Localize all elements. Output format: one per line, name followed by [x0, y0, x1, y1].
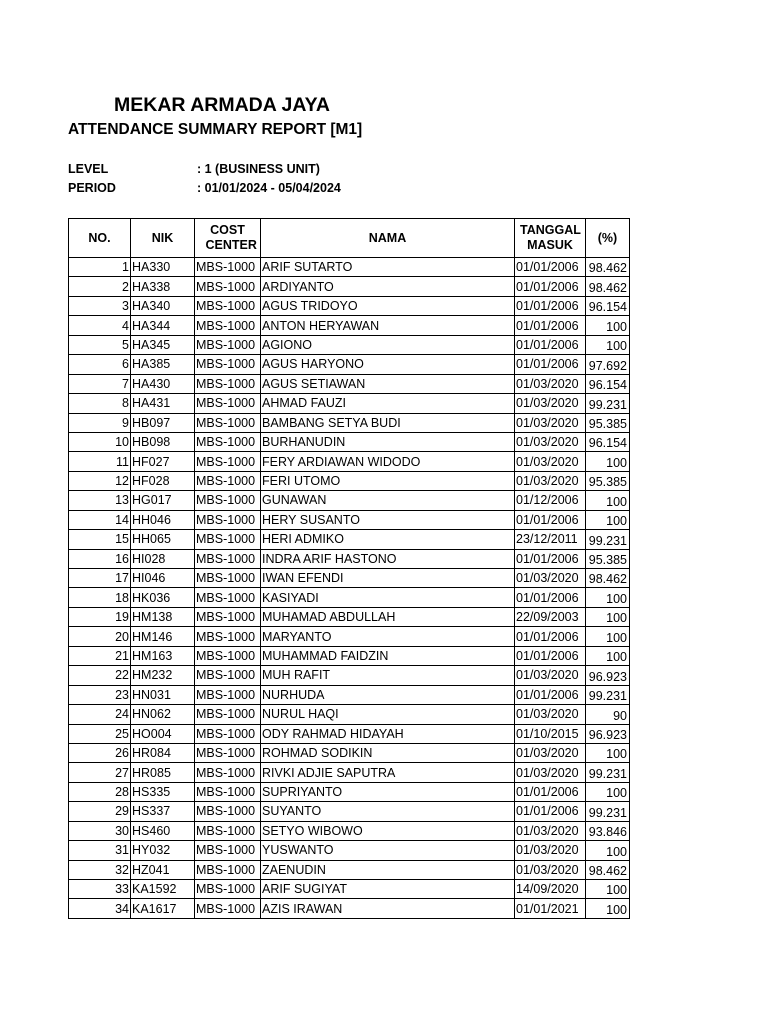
period-label: PERIOD	[68, 181, 116, 195]
row-nama: KASIYADI	[261, 588, 515, 607]
row-number: 3	[69, 296, 131, 315]
row-nama: AHMAD FAUZI	[261, 394, 515, 413]
row-tanggal-masuk: 01/01/2006	[515, 335, 586, 354]
table-row	[69, 335, 630, 354]
row-percent: 95.385	[586, 413, 630, 432]
table-row	[69, 510, 630, 529]
table-row	[69, 743, 630, 762]
table-row	[69, 627, 630, 646]
row-tanggal-masuk: 01/03/2020	[515, 471, 586, 490]
row-nik: HM146	[131, 627, 195, 646]
row-number: 9	[69, 413, 131, 432]
row-percent: 100	[586, 452, 630, 471]
row-number: 34	[69, 899, 131, 918]
row-tanggal-masuk: 23/12/2011	[515, 530, 586, 549]
row-nama: NURHUDA	[261, 685, 515, 704]
row-number: 22	[69, 666, 131, 685]
table-row	[69, 880, 630, 899]
row-number: 26	[69, 743, 131, 762]
row-percent: 99.231	[586, 763, 630, 782]
row-nama: GUNAWAN	[261, 491, 515, 510]
row-nama: ARIF SUGIYAT	[261, 880, 515, 899]
row-percent: 96.154	[586, 374, 630, 393]
row-nik: HF027	[131, 452, 195, 471]
row-tanggal-masuk: 01/03/2020	[515, 821, 586, 840]
table-row	[69, 549, 630, 568]
table-row	[69, 802, 630, 821]
row-number: 11	[69, 452, 131, 471]
row-percent: 98.462	[586, 569, 630, 588]
row-cost-center: MBS-1000	[195, 530, 261, 549]
row-percent: 96.154	[586, 296, 630, 315]
row-percent: 100	[586, 588, 630, 607]
row-percent: 99.231	[586, 802, 630, 821]
row-percent: 100	[586, 335, 630, 354]
table-row	[69, 471, 630, 490]
row-nama: AZIS IRAWAN	[261, 899, 515, 918]
row-nik: HK036	[131, 588, 195, 607]
row-tanggal-masuk: 01/03/2020	[515, 452, 586, 471]
row-percent: 93.846	[586, 821, 630, 840]
row-nik: HA345	[131, 335, 195, 354]
table-row	[69, 296, 630, 315]
row-percent: 90	[586, 705, 630, 724]
table-row	[69, 821, 630, 840]
row-tanggal-masuk: 01/01/2006	[515, 802, 586, 821]
table-row	[69, 899, 630, 918]
row-tanggal-masuk: 01/03/2020	[515, 666, 586, 685]
row-tanggal-masuk: 01/01/2006	[515, 627, 586, 646]
row-nama: AGUS SETIAWAN	[261, 374, 515, 393]
row-nik: HN062	[131, 705, 195, 724]
row-nik: HI028	[131, 549, 195, 568]
row-nik: HA330	[131, 258, 195, 277]
row-number: 18	[69, 588, 131, 607]
row-tanggal-masuk: 01/01/2006	[515, 510, 586, 529]
row-cost-center: MBS-1000	[195, 374, 261, 393]
table-header	[69, 219, 630, 258]
row-cost-center: MBS-1000	[195, 627, 261, 646]
table-row	[69, 374, 630, 393]
header-row	[69, 219, 630, 258]
row-nik: HA340	[131, 296, 195, 315]
row-number: 33	[69, 880, 131, 899]
table-row	[69, 394, 630, 413]
row-nik: HH065	[131, 530, 195, 549]
row-percent: 100	[586, 646, 630, 665]
row-tanggal-masuk: 01/03/2020	[515, 743, 586, 762]
column-header-percent: (%)	[586, 219, 630, 258]
row-tanggal-masuk: 01/01/2021	[515, 899, 586, 918]
row-percent: 98.462	[586, 860, 630, 879]
row-tanggal-masuk: 01/01/2006	[515, 277, 586, 296]
row-cost-center: MBS-1000	[195, 335, 261, 354]
row-nik: HM163	[131, 646, 195, 665]
row-tanggal-masuk: 01/01/2006	[515, 316, 586, 335]
row-tanggal-masuk: 01/03/2020	[515, 705, 586, 724]
row-number: 8	[69, 394, 131, 413]
row-number: 20	[69, 627, 131, 646]
row-cost-center: MBS-1000	[195, 880, 261, 899]
row-number: 2	[69, 277, 131, 296]
row-nik: HZ041	[131, 860, 195, 879]
row-nik: HA431	[131, 394, 195, 413]
table-row	[69, 666, 630, 685]
cost-center-header-text: COST CENTER	[205, 223, 257, 252]
row-nik: KA1592	[131, 880, 195, 899]
row-number: 7	[69, 374, 131, 393]
row-nik: HS337	[131, 802, 195, 821]
row-number: 23	[69, 685, 131, 704]
table-row	[69, 646, 630, 665]
row-cost-center: MBS-1000	[195, 471, 261, 490]
row-cost-center: MBS-1000	[195, 763, 261, 782]
row-number: 25	[69, 724, 131, 743]
row-number: 12	[69, 471, 131, 490]
row-percent: 100	[586, 607, 630, 626]
row-cost-center: MBS-1000	[195, 646, 261, 665]
row-nik: HR084	[131, 743, 195, 762]
row-percent: 98.462	[586, 258, 630, 277]
row-nik: HG017	[131, 491, 195, 510]
table-row	[69, 413, 630, 432]
row-nama: YUSWANTO	[261, 841, 515, 860]
tanggal-masuk-header-text: TANGGAL MASUK	[520, 223, 581, 252]
table-row	[69, 432, 630, 451]
row-number: 32	[69, 860, 131, 879]
row-cost-center: MBS-1000	[195, 413, 261, 432]
table-row	[69, 782, 630, 801]
row-percent: 97.692	[586, 355, 630, 374]
row-cost-center: MBS-1000	[195, 491, 261, 510]
row-nama: MUHAMMAD FAIDZIN	[261, 646, 515, 665]
row-tanggal-masuk: 01/03/2020	[515, 394, 586, 413]
column-header-no: NO.	[69, 219, 131, 258]
column-header-nama: NAMA	[261, 219, 515, 258]
row-nama: BURHANUDIN	[261, 432, 515, 451]
row-percent: 96.154	[586, 432, 630, 451]
table-row	[69, 530, 630, 549]
attendance-table	[68, 218, 630, 919]
row-tanggal-masuk: 01/01/2006	[515, 355, 586, 374]
row-nik: HS335	[131, 782, 195, 801]
row-nik: HA430	[131, 374, 195, 393]
row-cost-center: MBS-1000	[195, 549, 261, 568]
row-nama: MUH RAFIT	[261, 666, 515, 685]
company-name: MEKAR ARMADA JAYA	[114, 94, 330, 116]
row-number: 4	[69, 316, 131, 335]
table-row	[69, 452, 630, 471]
row-number: 29	[69, 802, 131, 821]
row-nama: ZAENUDIN	[261, 860, 515, 879]
row-percent: 100	[586, 491, 630, 510]
row-number: 10	[69, 432, 131, 451]
row-nama: RIVKI ADJIE SAPUTRA	[261, 763, 515, 782]
row-tanggal-masuk: 01/01/2006	[515, 646, 586, 665]
row-cost-center: MBS-1000	[195, 569, 261, 588]
row-nama: FERY ARDIAWAN WIDODO	[261, 452, 515, 471]
row-nama: ROHMAD SODIKIN	[261, 743, 515, 762]
row-cost-center: MBS-1000	[195, 296, 261, 315]
row-tanggal-masuk: 01/01/2006	[515, 549, 586, 568]
row-nama: BAMBANG SETYA BUDI	[261, 413, 515, 432]
row-tanggal-masuk: 01/01/2006	[515, 588, 586, 607]
row-cost-center: MBS-1000	[195, 841, 261, 860]
row-percent: 100	[586, 880, 630, 899]
row-tanggal-masuk: 01/01/2006	[515, 296, 586, 315]
table-row	[69, 316, 630, 335]
row-number: 1	[69, 258, 131, 277]
row-tanggal-masuk: 01/10/2015	[515, 724, 586, 743]
row-nama: MARYANTO	[261, 627, 515, 646]
row-number: 13	[69, 491, 131, 510]
row-cost-center: MBS-1000	[195, 802, 261, 821]
row-cost-center: MBS-1000	[195, 666, 261, 685]
row-cost-center: MBS-1000	[195, 258, 261, 277]
table-row	[69, 355, 630, 374]
row-number: 27	[69, 763, 131, 782]
row-nama: ODY RAHMAD HIDAYAH	[261, 724, 515, 743]
row-nik: HS460	[131, 821, 195, 840]
row-percent: 96.923	[586, 666, 630, 685]
table-row	[69, 607, 630, 626]
row-number: 5	[69, 335, 131, 354]
row-number: 30	[69, 821, 131, 840]
table-row	[69, 685, 630, 704]
row-percent: 98.462	[586, 277, 630, 296]
row-nik: HA338	[131, 277, 195, 296]
row-nik: HH046	[131, 510, 195, 529]
row-tanggal-masuk: 01/01/2006	[515, 782, 586, 801]
row-nama: ARDIYANTO	[261, 277, 515, 296]
row-nik: HF028	[131, 471, 195, 490]
row-number: 19	[69, 607, 131, 626]
level-value: : 1 (BUSINESS UNIT)	[197, 162, 320, 176]
row-number: 14	[69, 510, 131, 529]
row-nama: NURUL HAQI	[261, 705, 515, 724]
row-percent: 99.231	[586, 394, 630, 413]
row-nama: IWAN EFENDI	[261, 569, 515, 588]
row-cost-center: MBS-1000	[195, 432, 261, 451]
row-cost-center: MBS-1000	[195, 588, 261, 607]
row-tanggal-masuk: 01/03/2020	[515, 841, 586, 860]
row-percent: 99.231	[586, 685, 630, 704]
row-cost-center: MBS-1000	[195, 782, 261, 801]
column-header-nik: NIK	[131, 219, 195, 258]
row-cost-center: MBS-1000	[195, 821, 261, 840]
table-row	[69, 860, 630, 879]
table-row	[69, 588, 630, 607]
level-label: LEVEL	[68, 162, 109, 176]
row-percent: 100	[586, 627, 630, 646]
row-nik: HO004	[131, 724, 195, 743]
row-cost-center: MBS-1000	[195, 685, 261, 704]
row-nama: SETYO WIBOWO	[261, 821, 515, 840]
row-percent: 100	[586, 782, 630, 801]
row-nik: HA344	[131, 316, 195, 335]
row-nik: HM232	[131, 666, 195, 685]
row-tanggal-masuk: 01/01/2006	[515, 258, 586, 277]
row-nik: HR085	[131, 763, 195, 782]
row-tanggal-masuk: 01/03/2020	[515, 374, 586, 393]
row-tanggal-masuk: 01/03/2020	[515, 569, 586, 588]
row-cost-center: MBS-1000	[195, 607, 261, 626]
row-nama: ANTON HERYAWAN	[261, 316, 515, 335]
row-number: 15	[69, 530, 131, 549]
row-percent: 100	[586, 743, 630, 762]
row-tanggal-masuk: 01/12/2006	[515, 491, 586, 510]
row-tanggal-masuk: 01/03/2020	[515, 432, 586, 451]
row-nik: HA385	[131, 355, 195, 374]
row-nik: HB098	[131, 432, 195, 451]
row-number: 24	[69, 705, 131, 724]
row-tanggal-masuk: 01/03/2020	[515, 413, 586, 432]
row-nik: HN031	[131, 685, 195, 704]
row-number: 31	[69, 841, 131, 860]
row-tanggal-masuk: 01/01/2006	[515, 685, 586, 704]
row-cost-center: MBS-1000	[195, 724, 261, 743]
row-tanggal-masuk: 14/09/2020	[515, 880, 586, 899]
row-nama: ARIF SUTARTO	[261, 258, 515, 277]
row-percent: 100	[586, 510, 630, 529]
row-cost-center: MBS-1000	[195, 899, 261, 918]
row-nama: AGIONO	[261, 335, 515, 354]
report-title: ATTENDANCE SUMMARY REPORT [M1]	[68, 121, 363, 138]
row-nama: AGUS HARYONO	[261, 355, 515, 374]
row-number: 28	[69, 782, 131, 801]
row-nama: SUPRIYANTO	[261, 782, 515, 801]
row-cost-center: MBS-1000	[195, 860, 261, 879]
table-row	[69, 763, 630, 782]
table-row	[69, 491, 630, 510]
row-nik: HM138	[131, 607, 195, 626]
row-cost-center: MBS-1000	[195, 743, 261, 762]
row-nama: HERY SUSANTO	[261, 510, 515, 529]
row-nama: SUYANTO	[261, 802, 515, 821]
table-row	[69, 841, 630, 860]
table-row	[69, 258, 630, 277]
table-row	[69, 724, 630, 743]
column-header-cost-center	[195, 219, 261, 258]
row-cost-center: MBS-1000	[195, 277, 261, 296]
row-number: 16	[69, 549, 131, 568]
row-cost-center: MBS-1000	[195, 394, 261, 413]
row-tanggal-masuk: 01/03/2020	[515, 763, 586, 782]
row-cost-center: MBS-1000	[195, 510, 261, 529]
table-row	[69, 569, 630, 588]
row-nama: MUHAMAD ABDULLAH	[261, 607, 515, 626]
row-cost-center: MBS-1000	[195, 316, 261, 335]
row-cost-center: MBS-1000	[195, 355, 261, 374]
row-tanggal-masuk: 01/03/2020	[515, 860, 586, 879]
row-nama: FERI UTOMO	[261, 471, 515, 490]
row-nama: HERI ADMIKO	[261, 530, 515, 549]
row-percent: 95.385	[586, 549, 630, 568]
row-tanggal-masuk: 22/09/2003	[515, 607, 586, 626]
table-row	[69, 277, 630, 296]
row-percent: 99.231	[586, 530, 630, 549]
column-header-tanggal-masuk	[515, 219, 586, 258]
row-nik: KA1617	[131, 899, 195, 918]
row-nik: HB097	[131, 413, 195, 432]
period-value: : 01/01/2024 - 05/04/2024	[197, 181, 341, 195]
row-number: 17	[69, 569, 131, 588]
row-nama: INDRA ARIF HASTONO	[261, 549, 515, 568]
row-percent: 100	[586, 316, 630, 335]
row-number: 6	[69, 355, 131, 374]
row-percent: 100	[586, 841, 630, 860]
table-row	[69, 705, 630, 724]
row-percent: 96.923	[586, 724, 630, 743]
row-percent: 100	[586, 899, 630, 918]
row-nama: AGUS TRIDOYO	[261, 296, 515, 315]
row-cost-center: MBS-1000	[195, 705, 261, 724]
row-nik: HI046	[131, 569, 195, 588]
row-percent: 95.385	[586, 471, 630, 490]
row-nik: HY032	[131, 841, 195, 860]
row-cost-center: MBS-1000	[195, 452, 261, 471]
row-number: 21	[69, 646, 131, 665]
table-body	[69, 258, 630, 919]
